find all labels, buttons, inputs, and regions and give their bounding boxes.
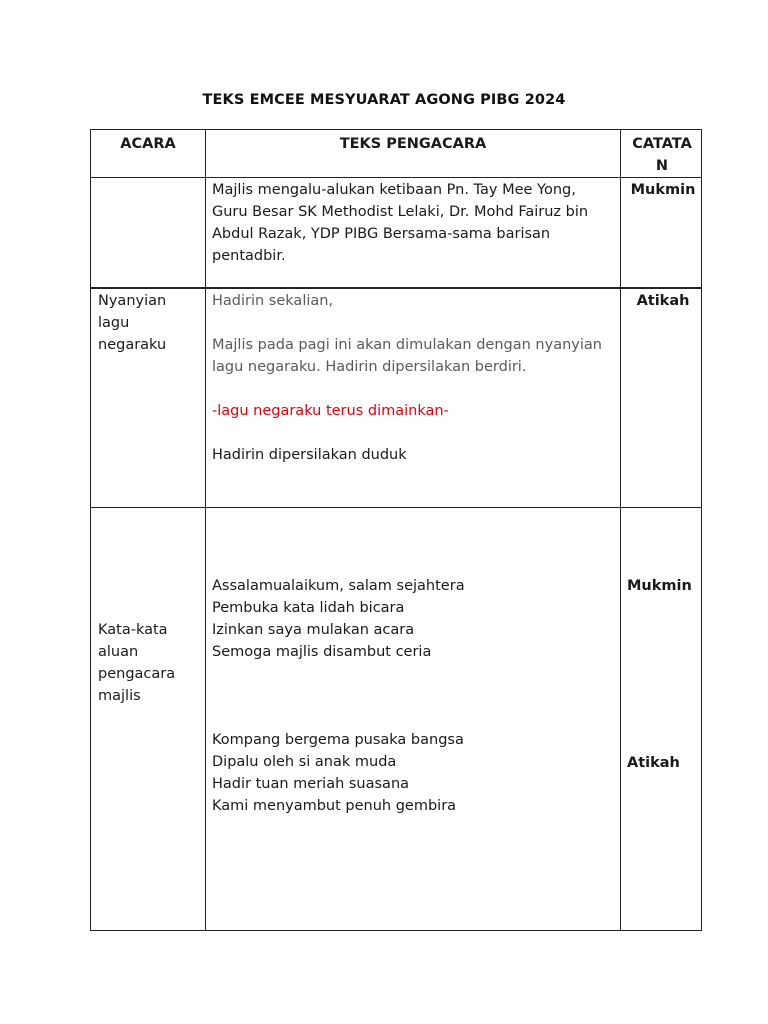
catatan-cell: Mukmin — [621, 178, 702, 288]
pantun-line: Hadir tuan meriah suasana — [212, 776, 410, 792]
emcee-script-table — [90, 129, 702, 931]
acara-label: Kata-kata aluan pengacara majlis — [98, 622, 176, 704]
closing-text: Hadirin dipersilakan duduk — [212, 446, 407, 463]
catatan-cell — [621, 508, 702, 931]
intro-text: Majlis pada pagi ini akan dimulakan dengan nyanyian lagu negaraku. Hadirin dipersilakan berdiri. — [212, 336, 602, 375]
catatan-name-1: Mukmin — [627, 578, 692, 594]
teks-cell: Majlis mengalu-alukan ketibaan Pn. Tay Mee Yong, Guru Besar SK Methodist Lelaki, Dr. Mohd Fairuz bin Abdul Razak, YDP PIBG Bersama-sama barisan pentadbir. — [206, 178, 621, 288]
header-catatan — [621, 130, 702, 178]
catatan-cell: Atikah — [621, 288, 702, 508]
pantun-line: Semoga majlis disambut ceria — [212, 644, 432, 660]
header-acara: ACARA — [91, 130, 206, 178]
acara-cell — [91, 508, 206, 931]
catatan-name-2: Atikah — [627, 755, 680, 771]
acara-cell — [91, 178, 206, 288]
header-catatan-line1: CATATA — [632, 136, 692, 152]
acara-label: Nyanyian lagu negaraku — [98, 292, 167, 353]
header-catatan-line2: N — [655, 158, 669, 174]
teks-cell — [206, 288, 621, 508]
pantun-1 — [212, 575, 614, 663]
pantun-2 — [212, 729, 614, 817]
table-row — [91, 178, 702, 288]
pantun-line: Assalamualaikum, salam sejahtera — [212, 578, 465, 594]
table-row — [91, 508, 702, 931]
pantun-line: Pembuka kata lidah bicara — [212, 600, 405, 616]
teks-cell — [206, 508, 621, 931]
pantun-line: Izinkan saya mulakan acara — [212, 622, 415, 638]
anthem-instruction-text: -lagu negaraku terus dimainkan- — [212, 402, 449, 419]
document-title: TEKS EMCEE MESYUARAT AGONG PIBG 2024 — [202, 92, 566, 108]
pantun-line: Kompang bergema pusaka bangsa — [212, 732, 464, 748]
pantun-line: Dipalu oleh si anak muda — [212, 754, 397, 770]
header-teks-pengacara: TEKS PENGACARA — [206, 130, 621, 178]
pantun-line: Kami menyambut penuh gembira — [212, 798, 457, 814]
table-row — [91, 288, 702, 508]
acara-cell — [91, 288, 206, 508]
greeting-text: Hadirin sekalian, — [212, 292, 334, 309]
table-header-row — [91, 130, 702, 178]
